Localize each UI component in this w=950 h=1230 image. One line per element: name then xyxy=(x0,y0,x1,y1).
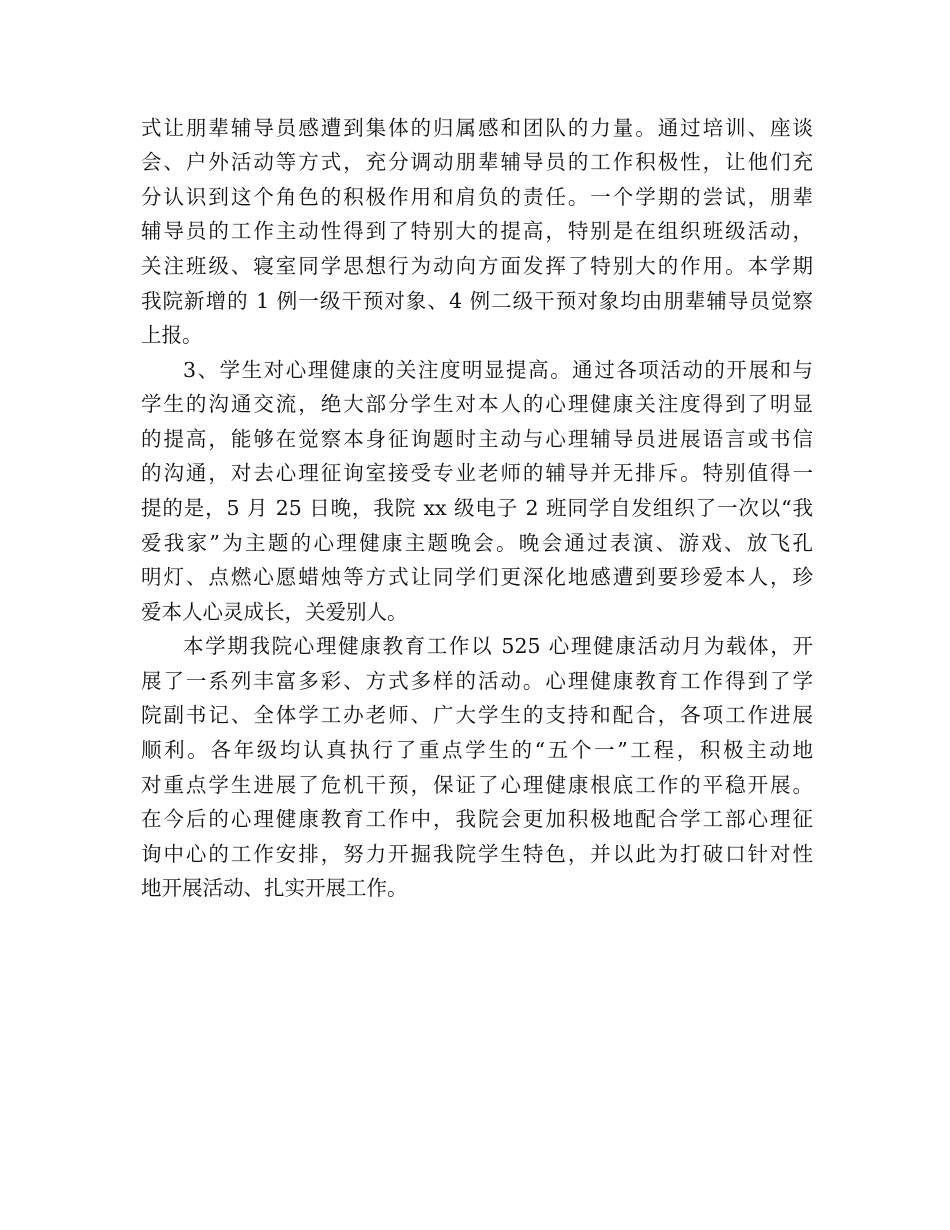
text-line: 会、户外活动等方式，充分调动朋辈辅导员的工作积极性，让他们充 xyxy=(141,150,813,174)
text-line: 提的是，5 月 25 日晚，我院 xx 级电子 2 班同学自发组织了一次以“我 xyxy=(141,496,813,520)
text-line: 关注班级、寝室同学思想行为动向方面发挥了特别大的作用。本学期 xyxy=(141,254,813,278)
text-line: 学生的沟通交流，绝大部分学生对本人的心理健康关注度得到了明显 xyxy=(141,392,813,416)
text-line: 对重点学生进展了危机干预，保证了心理健康根底工作的平稳开展。 xyxy=(141,773,813,797)
text-line: 辅导员的工作主动性得到了特别大的提高，特别是在组织班级活动， xyxy=(141,219,813,243)
text-line: 的沟通，对去心理征询室接受专业老师的辅导并无排斥。特别值得一 xyxy=(141,461,813,485)
text-line: 爱本人心灵成长，关爱别人。 xyxy=(141,600,408,624)
text-line: 爱我家”为主题的心理健康主题晚会。晚会通过表演、游戏、放飞孔 xyxy=(141,531,813,555)
text-line: 上报。 xyxy=(141,323,203,347)
text-line: 我院新增的 1 例一级干预对象、4 例二级干预对象均由朋辈辅导员觉察 xyxy=(141,289,813,313)
text-line: 地开展活动、扎实开展工作。 xyxy=(141,876,408,900)
text-line: 顺利。各年级均认真执行了重点学生的“五个一”工程，积极主动地 xyxy=(141,738,813,762)
paragraph-first-line: 本学期我院心理健康教育工作以 525 心理健康活动月为载体，开 xyxy=(183,634,813,658)
text-line: 的提高，能够在觉察本身征询题时主动与心理辅导员进展语言或书信 xyxy=(141,427,813,451)
text-line: 式让朋辈辅导员感遭到集体的归属感和团队的力量。通过培训、座谈 xyxy=(141,116,813,140)
text-line: 院副书记、全体学工办老师、广大学生的支持和配合，各项工作进展 xyxy=(141,703,813,727)
text-line: 明灯、点燃心愿蜡烛等方式让同学们更深化地感遭到要珍爱本人，珍 xyxy=(141,565,813,589)
text-line: 在今后的心理健康教育工作中，我院会更加积极地配合学工部心理征 xyxy=(141,807,813,831)
text-line: 展了一系列丰富多彩、方式多样的活动。心理健康教育工作得到了学 xyxy=(141,669,813,693)
text-line: 询中心的工作安排，努力开掘我院学生特色，并以此为打破口针对性 xyxy=(141,842,813,866)
paragraph-first-line: 3、学生对心理健康的关注度明显提高。通过各项活动的开展和与 xyxy=(183,358,813,382)
text-line: 分认识到这个角色的积极作用和肩负的责任。一个学期的尝试，朋辈 xyxy=(141,185,813,209)
